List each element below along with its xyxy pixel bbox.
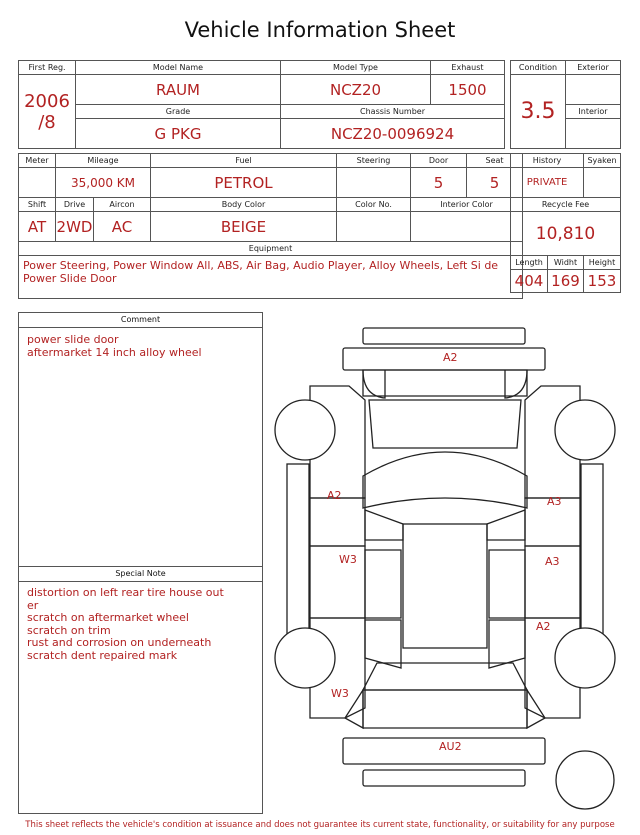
note-line: scratch on aftermarket wheel [27, 611, 189, 624]
aircon-value: AC [94, 212, 151, 242]
model-type-value: NCZ20 [281, 75, 431, 105]
model-name-label: Model Name [76, 61, 281, 75]
first-reg-year: 2006 [24, 90, 70, 112]
notes-box [18, 312, 263, 814]
exterior-label: Exterior [566, 61, 621, 75]
vehicle-info-table [18, 60, 505, 149]
car-damage-diagram [265, 318, 625, 818]
left-mirror [365, 510, 403, 540]
damage-mark-left-rear: W3 [331, 687, 349, 700]
special-note-label: Special Note [19, 566, 262, 582]
aircon-label: Aircon [94, 198, 151, 212]
right-headlight [505, 370, 527, 398]
left-headlight [363, 370, 385, 398]
chassis-number-label: Chassis Number [281, 105, 505, 119]
fuel-label: Fuel [151, 154, 337, 168]
rear-window [363, 663, 527, 690]
comment-label: Comment [19, 313, 262, 328]
interior-value [566, 119, 621, 149]
condition-label: Condition [511, 61, 566, 75]
meter-label: Meter [19, 154, 56, 168]
left-front-wheel [275, 400, 335, 460]
color-no-label: Color No. [337, 198, 411, 212]
length-label: Length [511, 256, 548, 270]
windshield [363, 452, 527, 508]
width-value: 169 [548, 270, 584, 293]
exhaust-value: 1500 [431, 75, 505, 105]
note-line: power slide door [27, 333, 119, 346]
note-line: distortion on left rear tire house out [27, 586, 224, 599]
left-side-sill [287, 464, 309, 634]
history-label: History [511, 154, 584, 168]
shift-value: AT [19, 212, 56, 242]
body-color-label: Body Color [151, 198, 337, 212]
grade-label: Grade [76, 105, 281, 119]
drive-value: 2WD [56, 212, 94, 242]
seat-label: Seat [467, 154, 523, 168]
front-bumper [363, 328, 525, 344]
note-line: scratch dent repaired mark [27, 648, 178, 662]
model-name-value: RAUM [76, 75, 281, 105]
height-label: Height [584, 256, 621, 270]
height-value: 153 [584, 270, 621, 293]
meter-value [19, 168, 56, 198]
damage-mark-left-front: A2 [327, 489, 342, 502]
chassis-number-value: NCZ20-0096924 [281, 119, 505, 149]
right-side-sill [581, 464, 603, 634]
model-type-label: Model Type [281, 61, 431, 75]
left-rear-wheel [275, 628, 335, 688]
damage-mark-right-rear: A2 [536, 620, 551, 633]
special-note-text [27, 587, 258, 662]
steering-value [337, 168, 411, 198]
page-title: Vehicle Information Sheet [184, 18, 456, 42]
right-front-window [489, 550, 525, 618]
door-label: Door [411, 154, 467, 168]
damage-mark-right-front: A3 [547, 495, 562, 508]
vehicle-detail-table [18, 153, 523, 299]
damage-mark-front: A2 [443, 351, 458, 364]
syaken-value [584, 168, 621, 198]
equipment-label: Equipment [19, 242, 523, 256]
mileage-value: 35,000 KM [56, 168, 151, 198]
first-reg-month: /8 [38, 111, 56, 133]
grade-value: G PKG [76, 119, 281, 149]
left-front-window [365, 550, 401, 618]
comment-text [27, 334, 258, 359]
syaken-label: Syaken [584, 154, 621, 168]
damage-mark-right-front-door: A3 [545, 555, 560, 568]
door-value: 5 [411, 168, 467, 198]
right-rear-window [489, 620, 525, 668]
history-value: PRIVATE [511, 168, 584, 198]
body-color-value: BEIGE [151, 212, 337, 242]
recycle-fee-label: Recycle Fee [511, 198, 621, 212]
exhaust-label: Exhaust [431, 61, 505, 75]
note-line: rust and corrosion on underneath [27, 636, 212, 649]
seat-value: 5 [467, 168, 523, 198]
equipment-value: Power Steering, Power Window All, ABS, Air Bag, Audio Player, Alloy Wheels, Left Si de Power Slide Door [19, 256, 523, 299]
history-table [510, 153, 621, 293]
condition-value: 3.5 [511, 75, 566, 149]
exterior-value [566, 75, 621, 105]
color-no-value [337, 212, 411, 242]
interior-color-value [411, 212, 523, 242]
steering-label: Steering [337, 154, 411, 168]
note-line: scratch on trim [27, 623, 111, 637]
right-front-wheel [555, 400, 615, 460]
recycle-fee-value: 10,810 [511, 212, 621, 256]
drive-label: Drive [56, 198, 94, 212]
footer-disclaimer: This sheet reflects the vehicle's condition at issuance and does not guarantee its current state, functionality, or suitability for any purpose [25, 820, 615, 830]
front-hood [363, 370, 527, 396]
damage-mark-rear: AU2 [439, 740, 462, 753]
interior-label: Interior [566, 105, 621, 119]
rear-hatch [363, 690, 527, 728]
note-line: aftermarket 14 inch alloy wheel [27, 345, 202, 359]
first-reg-label: First Reg. [19, 61, 76, 75]
damage-mark-left-rear-door: W3 [339, 553, 357, 566]
spare-wheel [556, 751, 614, 809]
right-taillight [527, 690, 545, 728]
right-rear-wheel [555, 628, 615, 688]
right-mirror [487, 510, 525, 540]
left-rear-window [365, 620, 401, 668]
rear-bumper-lower [363, 770, 525, 786]
condition-table [510, 60, 621, 149]
width-label: Widht [548, 256, 584, 270]
note-line: er [27, 598, 39, 612]
mileage-label: Mileage [56, 154, 151, 168]
first-reg-value [19, 75, 76, 149]
hood-panel [369, 400, 521, 448]
left-front-door [310, 498, 365, 546]
length-value: 404 [511, 270, 548, 293]
fuel-value: PETROL [151, 168, 337, 198]
shift-label: Shift [19, 198, 56, 212]
roof [403, 524, 487, 648]
interior-color-label: Interior Color [411, 198, 523, 212]
